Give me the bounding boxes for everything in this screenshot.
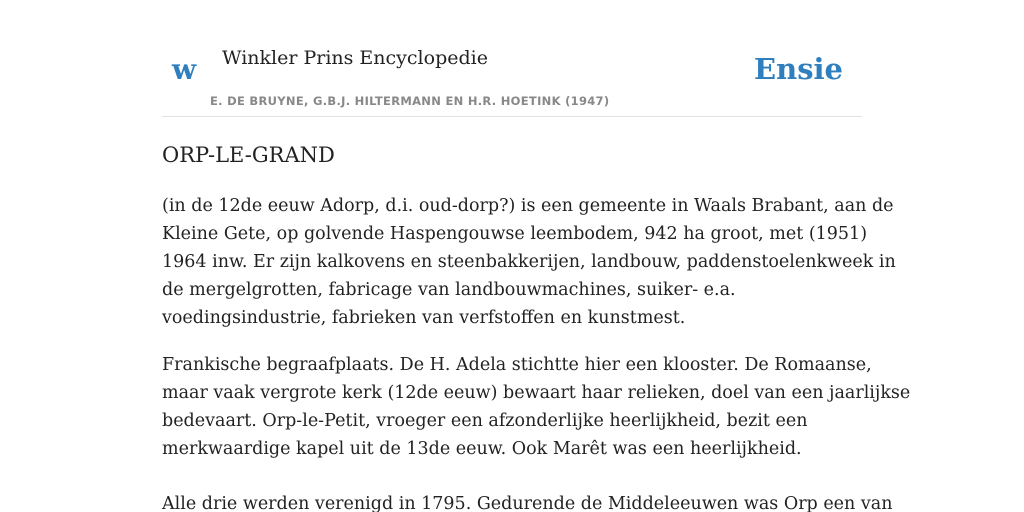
paragraph-line: (in de 12de eeuw Adorp, d.i. oud-dorp?) is een gemeente in Waals Brabant, aan de	[162, 196, 894, 216]
paragraph-line: merkwaardige kapel uit de 13de eeuw. Ook Marêt was een heerlijkheid.	[162, 439, 802, 459]
ensie-brand-logo[interactable]: Ensie	[754, 52, 843, 86]
paragraph-line: maar vaak vergrote kerk (12de eeuw) bewaart haar relieken, doel van een jaarlijkse	[162, 383, 911, 403]
article-title: ORP-LE-GRAND	[162, 143, 335, 167]
paragraph-line: 1964 inw. Er zijn kalkovens en steenbakkerijen, landbouw, paddenstoelenkweek in	[162, 252, 896, 272]
encyclopedia-title-link[interactable]: Winkler Prins Encyclopedie	[222, 47, 488, 69]
paragraph-line: bedevaart. Orp-le-Petit, vroeger een afzonderlijke heerlijkheid, bezit een	[162, 411, 808, 431]
paragraph-line: Alle drie werden verenigd in 1795. Gedurende de Middeleeuwen was Orp een van	[162, 494, 893, 512]
encyclopedia-authors: E. DE BRUYNE, G.B.J. HILTERMANN EN H.R. HOETINK (1947)	[210, 94, 610, 108]
article-paragraph	[162, 351, 910, 463]
article	[162, 137, 911, 512]
encyclopedia-logo-icon[interactable]: w	[172, 53, 197, 86]
paragraph-line: Kleine Gete, op golvende Haspengouwse leembodem, 942 ha groot, met (1951)	[162, 224, 868, 244]
paragraph-line: de mergelgrotten, fabricage van landbouwmachines, suiker- e.a.	[162, 280, 736, 300]
site-header	[162, 0, 862, 117]
paragraph-line: voedingsindustrie, fabrieken van verfstoffen en kunstmest.	[162, 308, 686, 328]
article-paragraph	[162, 490, 892, 512]
paragraph-line: Frankische begraafplaats. De H. Adela stichtte hier een klooster. De Romaanse,	[162, 355, 872, 375]
article-paragraph	[162, 192, 896, 332]
